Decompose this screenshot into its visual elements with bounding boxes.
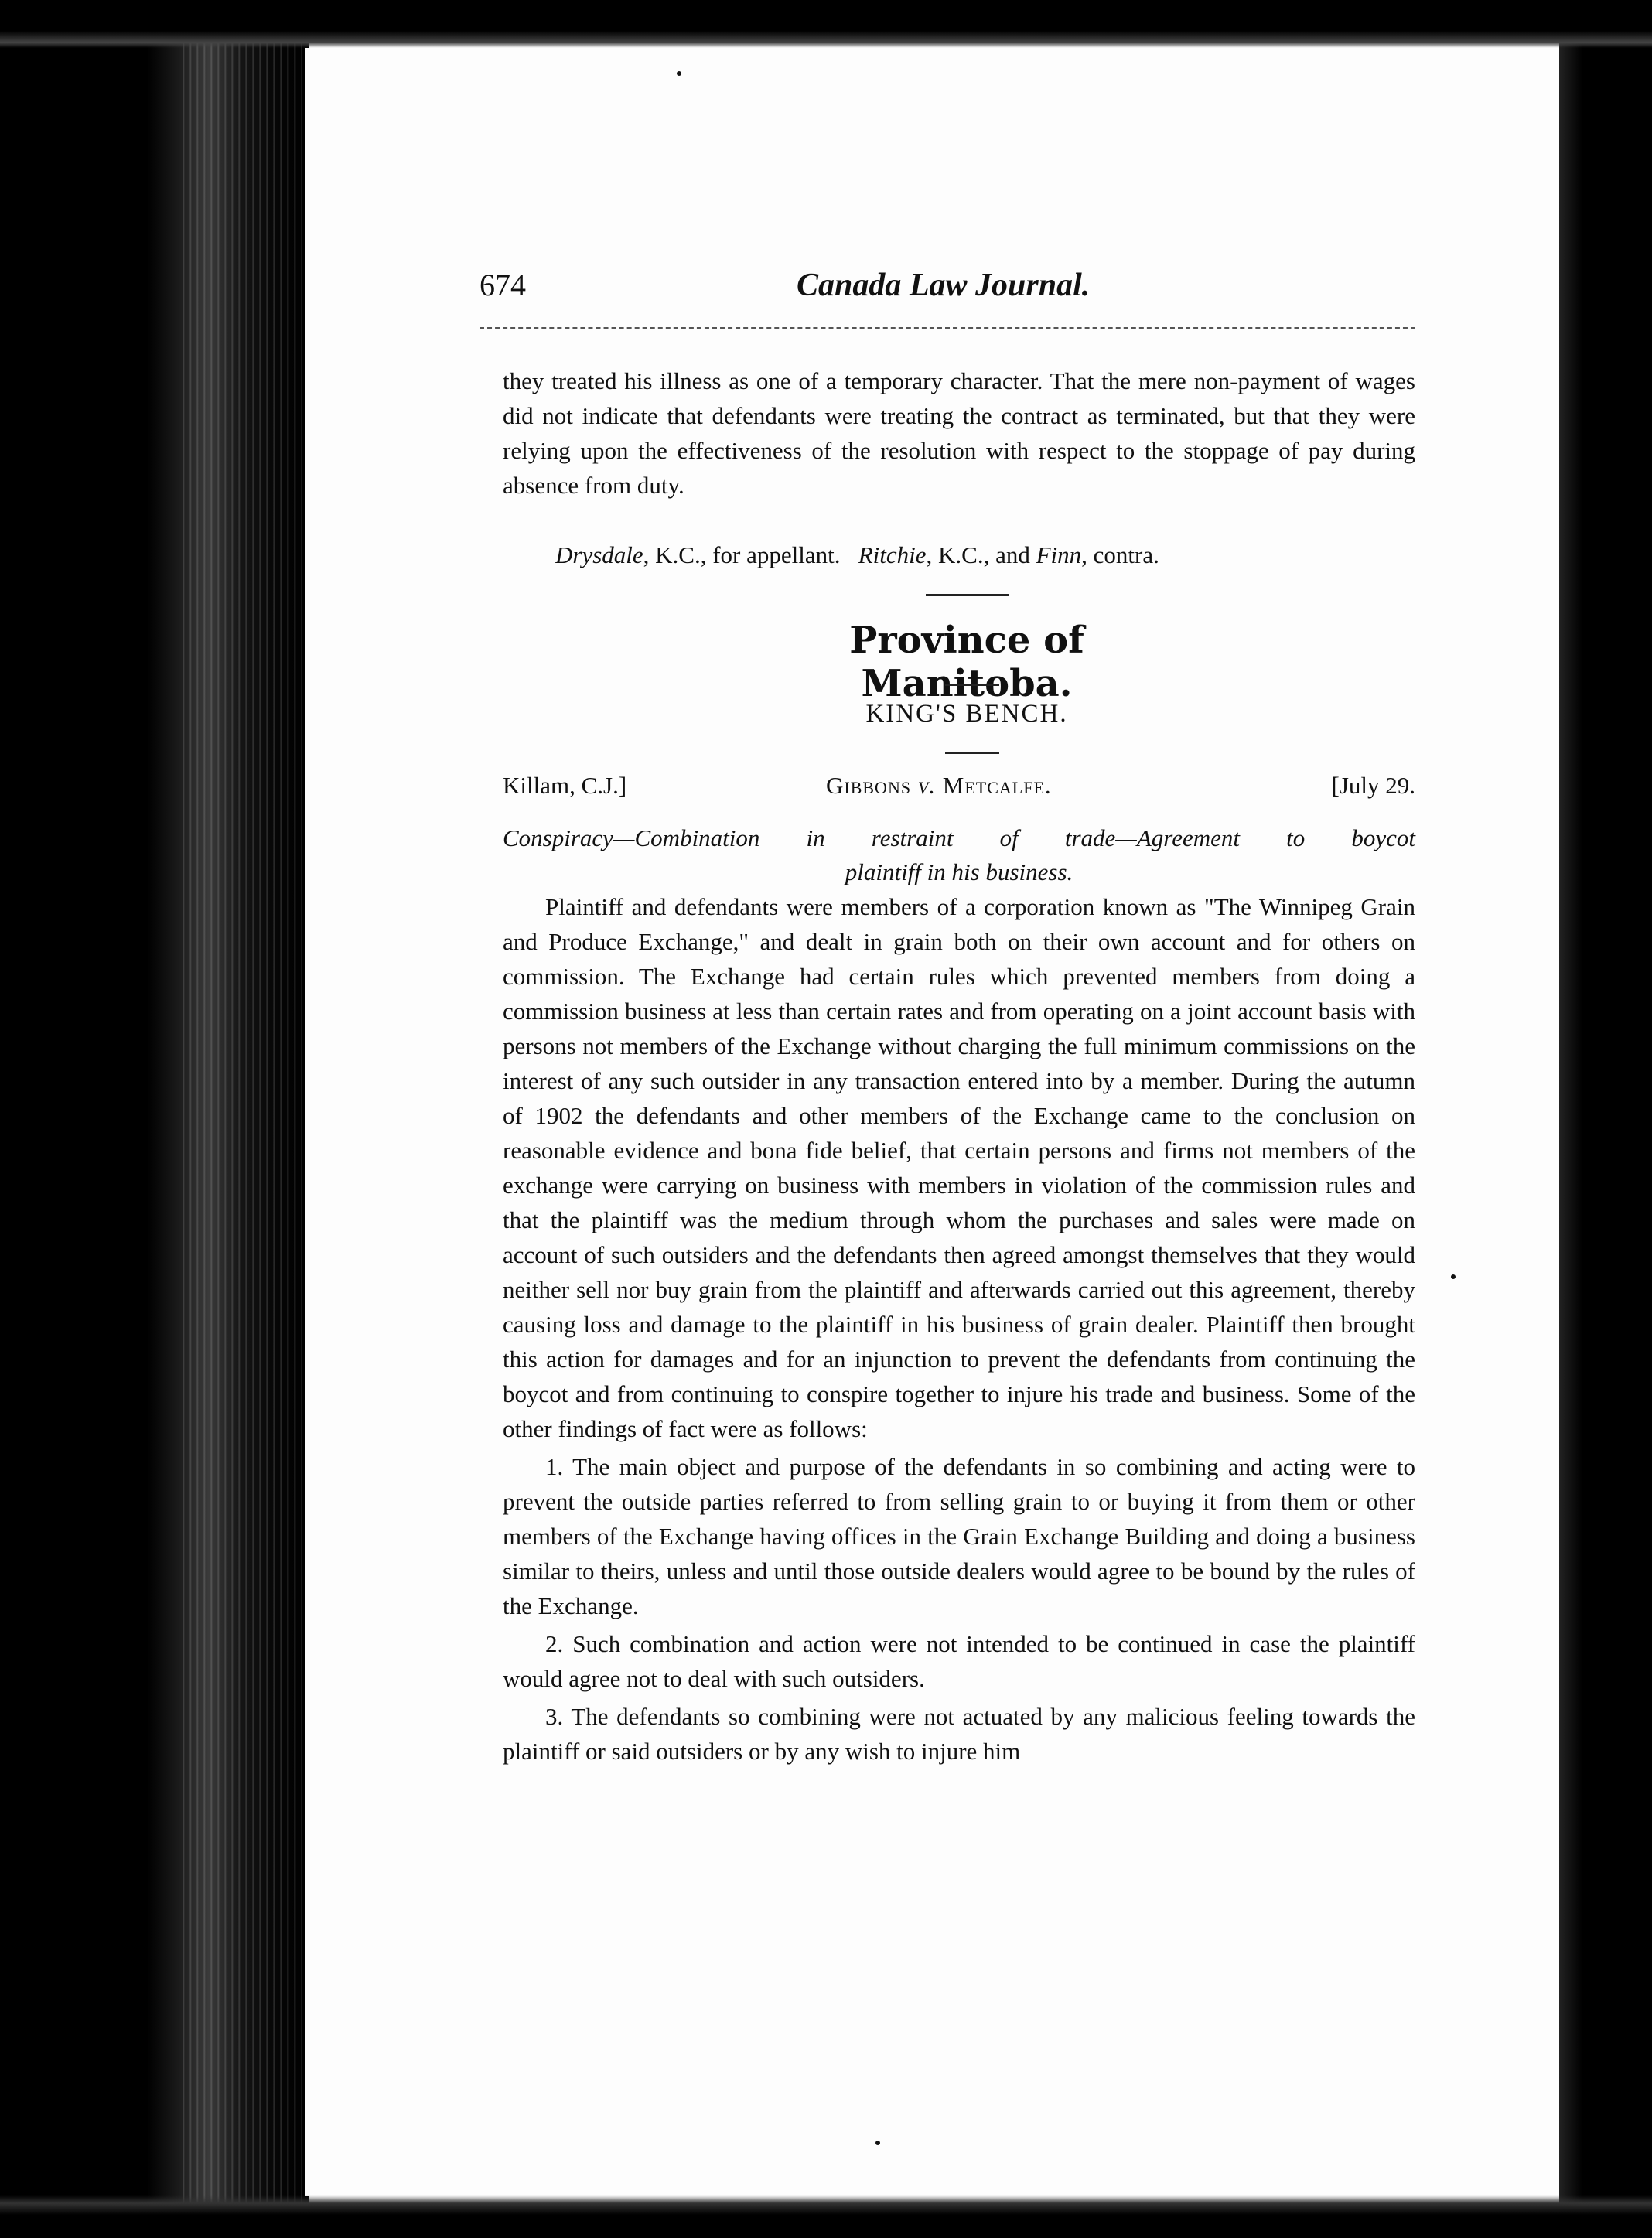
- section-rule: [945, 684, 999, 686]
- counsel-appellant-suffix: , K.C., for appellant.: [643, 541, 841, 568]
- case-versus: v.: [917, 772, 937, 799]
- headnote-line: plaintiff in his business.: [845, 858, 1073, 885]
- scan-speck: [1451, 1274, 1456, 1279]
- counsel-respondent-mid: , K.C., and: [926, 541, 1030, 568]
- intro-paragraph: they treated his illness as one of a temporary character. That the mere non-payment of wages did not indicate that defendants were treating the contract as terminated, but that they were relying upon the effectiveness of the resolution with respect to the stoppage of pay during absence from duty.: [503, 367, 1415, 499]
- case-caption: [503, 772, 1415, 807]
- scan-top-margin: [0, 0, 1652, 48]
- body-paragraph: Plaintiff and defendants were members of a corporation known as "The Winnipeg Grain and Produce Exchange," and dealt in grain both on their own account and for others on commission. The Exchange had certain rules which prevented members from doing a commission business at less than certain rates and from operating on a joint account basis with persons not members of the Exchange without charging the full minimum commissions on the interest of any such outsider in any transaction entered into by a member. During the autumn of 1902 the defendants and other members of the Exchange came to the conclusion on reasonable evidence and bona fide belief, that certain persons and firms not members of the exchange were carrying on business with members in violation of the commission rules and that the plaintiff was the medium through whom the purchases and sales were made on account of such outsiders and the defendants then agreed amongst themselves that they would neither sell nor buy grain from the plaintiff and afterwards carried out this agreement, thereby causing loss and damage to the plaintiff in his business of grain dealer. Plaintiff then brought this action for damages and for an injunction to prevent the defendants from continuing the boycot and from continuing to conspire together to injure his trade and business. Some of the other findings of fact were as follows:: [503, 893, 1415, 1442]
- case-name: [826, 772, 1052, 800]
- headnote-line: Conspiracy—Combination in restraint of trade—Agreement to boycot: [503, 824, 1415, 851]
- scan-right-margin: [1559, 0, 1652, 2238]
- finding-2: 2. Such combination and action were not intended to be continued in case the plaintiff would agree not to deal with such outsiders.: [503, 1630, 1415, 1692]
- page-number: 674: [480, 268, 526, 302]
- headnote: [503, 821, 1415, 889]
- case-body: [503, 889, 1415, 1772]
- header-rule: [480, 327, 1415, 329]
- journal-title: Canada Law Journal.: [797, 268, 1091, 303]
- scan-left-streaks: [178, 0, 302, 2238]
- court-title: KING'S BENCH.: [865, 700, 1068, 728]
- scan-speck: [677, 71, 681, 76]
- section-rule: [945, 752, 999, 754]
- counsel-respondent-name-2: Finn: [1036, 541, 1082, 568]
- counsel-respondent-suffix: , contra.: [1081, 541, 1159, 568]
- finding-1: 1. The main object and purpose of the defendants in so combining and acting were to prevent the outside parties referred to from selling grain to or buying it from them or other members of the Exchange having offices in the Grain Exchange Building and doing a business similar to theirs, unless and until those outside dealers would agree to be bound by the rules of the Exchange.: [503, 1453, 1415, 1619]
- case-judge: Killam, C.J.]: [503, 772, 627, 799]
- counsel-respondent-name-1: Ritchie: [858, 541, 927, 568]
- province-title: Province of Manitoba.: [849, 619, 1084, 705]
- counsel-appellant-name: Drysdale: [555, 541, 643, 568]
- case-plaintiff: Gibbons: [826, 772, 912, 799]
- scan-bottom-margin: [0, 2195, 1652, 2238]
- section-rule: [926, 594, 1009, 596]
- case-date: [July 29.: [1331, 772, 1415, 799]
- finding-3: 3. The defendants so combining were not actuated by any malicious feeling towards the plaintiff or said outsiders or by any wish to injure him: [503, 1703, 1415, 1765]
- running-header: [480, 267, 1408, 313]
- case-defendant: Metcalfe.: [942, 772, 1052, 799]
- counsel-line: [503, 537, 1415, 572]
- scan-speck: [875, 2141, 880, 2145]
